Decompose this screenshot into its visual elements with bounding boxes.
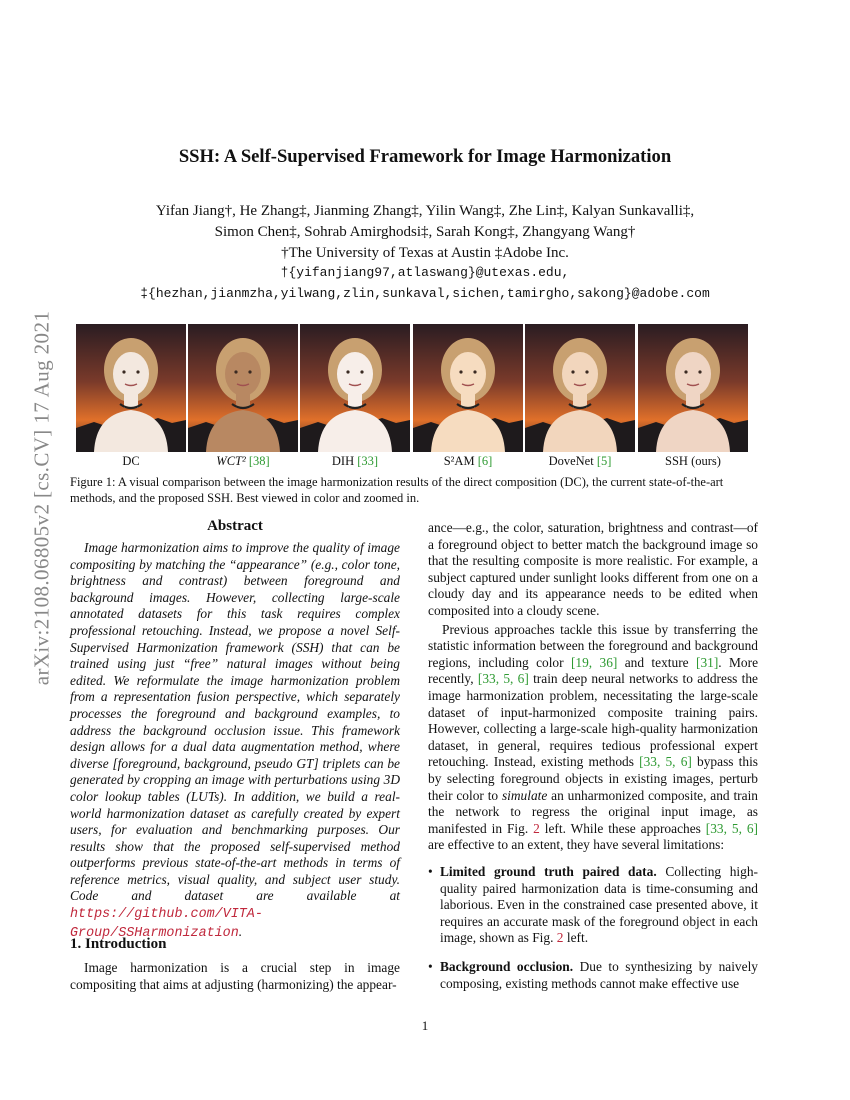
authors-line-2: Simon Chen‡, Sohrab Amirghodsi‡, Sarah Kong‡, Zhangyang Wang† — [214, 224, 636, 240]
code-link[interactable]: https://github.com/VITA-Group/SSHarmonization — [70, 907, 263, 941]
face — [675, 352, 711, 396]
panel-label-dc: DC — [122, 454, 140, 468]
figure-1 — [76, 324, 748, 452]
intro-paragraph: Image harmonization is a crucial step in image compositing that aims at adjusting (harmonizing) the appear- — [70, 960, 400, 992]
panel-label-s2am: S²AM [6] — [443, 454, 493, 468]
bullet-background-occlusion: • Background occlusion. Due to synthesizing by naively composing, existing methods cannot make effective use — [428, 959, 758, 991]
figure-panel-dc — [76, 324, 186, 452]
arxiv-id: arXiv:2108.06805v2 [cs.CV] 17 Aug 2021 — [29, 310, 54, 686]
left-eye — [459, 370, 462, 373]
affiliations: †The University of Texas at Austin ‡Adobe Inc. — [281, 245, 569, 261]
figure-panel-wct2 — [188, 324, 298, 452]
panel-label-dovenet: DoveNet [5] — [548, 454, 612, 468]
abstract-heading: Abstract — [207, 518, 263, 534]
figure-panel-ssh — [638, 324, 748, 452]
intro-heading: 1. Introduction — [70, 936, 167, 952]
figure-caption: Figure 1: A visual comparison between the image harmonization results of the direct composition (DC), the current state-of-the-art methods, and the proposed SSH. Best viewed in color and zoomed in. — [70, 475, 724, 505]
panel-label-wct2: WCT² [38] — [216, 454, 270, 468]
portrait-image — [525, 324, 635, 452]
arxiv-sidebar — [22, 288, 62, 708]
right-paragraph-2: Previous approaches tackle this issue by transferring the statistic information between the foreground and background regions, including color [19, 36] and texture [31]. More recently, [33, 5, 6] train deep neural networks to address the image harmonization problem, necessitating the large-scale dataset of input-harmonized composite training pairs. However, collecting a large-scale high-quality harmonization dataset, in general, requires tedious professional expert retouching. Instead, existing methods [33, 5, 6] bypass this by selecting foreground objects in existing images, perturb their color to simulate an unharmonized composite, and train the network to regress the original input image, as manifested in Fig. 2 left. While these approaches [33, 5, 6] are effective to an extent, they have several limitations: — [428, 621, 759, 853]
portrait-image — [188, 324, 298, 452]
authors-line-1: Yifan Jiang†, He Zhang‡, Jianming Zhang‡, Yilin Wang‡, Zhe Lin‡, Kalyan Sunkavalli‡, — [155, 203, 695, 219]
right-eye — [473, 370, 476, 373]
right-eye — [248, 370, 251, 373]
bullet-limited-data: • Limited ground truth paired data. Collecting high-quality paired harmonization data is time-consuming and laborious. Even in the constrained case presented above, it requires an accurate mask of the foreground object in each image, shown as Fig. 2 left. — [428, 864, 758, 946]
right-paragraph-1: ance—e.g., the color, saturation, brightness and contrast—of a foreground object to better match the background image so that the resulting composite is more realistic. For example, a subject captured under sunlight looks different from one on a cloudy day and its appearance needs to be edited when composited into a cloudy scene. — [428, 520, 758, 618]
panel-label-dih: DIH [33] — [331, 454, 379, 468]
face — [337, 352, 373, 396]
portrait-image — [638, 324, 748, 452]
right-eye — [698, 370, 701, 373]
left-eye — [571, 370, 574, 373]
left-eye — [122, 370, 125, 373]
portrait-image — [76, 324, 186, 452]
portrait-image — [413, 324, 523, 452]
portrait-image — [300, 324, 410, 452]
left-eye — [684, 370, 687, 373]
face — [225, 352, 261, 396]
abstract-body: Image harmonization aims to improve the quality of image compositing by matching the “appearance” (e.g., color tone, brightness and contrast) between foreground and background images. However, collecting large-scale annotated datasets for this task requires complex professional retouching. Instead, we propose a novel Self-Supervised Harmonization framework (SSH) that can be trained using just “free” natural images without being edited. We reformulate the image harmonization problem from a representation fusion perspective, which separately processes the foreground and background examples, to address the background occlusion issue. This framework design allows for a dual data augmentation method, where diverse [foreground, background, pseudo GT] triplets can be generated by cropping an image with perturbations using 3D color lookup tables (LUTs). In addition, we build a real-world harmonization dataset as carefully created by expert users, for evaluation and benchmarking purposes. Our results show that the proposed self-supervised method outperforms previous state-of-the-art methods in terms of reference metrics, visual quality, and subject user study. Code and dataset are available at https://github.com/VITA-Group/SSHarmonization. — [70, 540, 400, 941]
right-eye — [585, 370, 588, 373]
panel-label-ssh: SSH (ours) — [665, 454, 721, 468]
emails-block — [80, 262, 770, 304]
email-line-2: ‡{hezhan,jianmzha,yilwang,zlin,sunkaval,sichen,tamirgho,sakong}@adobe.com — [140, 286, 710, 301]
figure-panel-dovenet — [525, 324, 635, 452]
right-eye — [136, 370, 139, 373]
figure-panel-dih — [300, 324, 410, 452]
left-eye — [346, 370, 349, 373]
authors-block — [80, 201, 770, 264]
paper-title: SSH: A Self-Supervised Framework for Image Harmonization — [178, 146, 672, 167]
left-eye — [234, 370, 237, 373]
email-line-1: †{yifanjiang97,atlaswang}@utexas.edu, — [280, 265, 570, 280]
figure-panel-s2am — [413, 324, 523, 452]
page-number: 1 — [421, 1018, 429, 1033]
right-eye — [360, 370, 363, 373]
face — [562, 352, 598, 396]
face — [450, 352, 486, 396]
right-column — [428, 520, 758, 854]
face — [113, 352, 149, 396]
